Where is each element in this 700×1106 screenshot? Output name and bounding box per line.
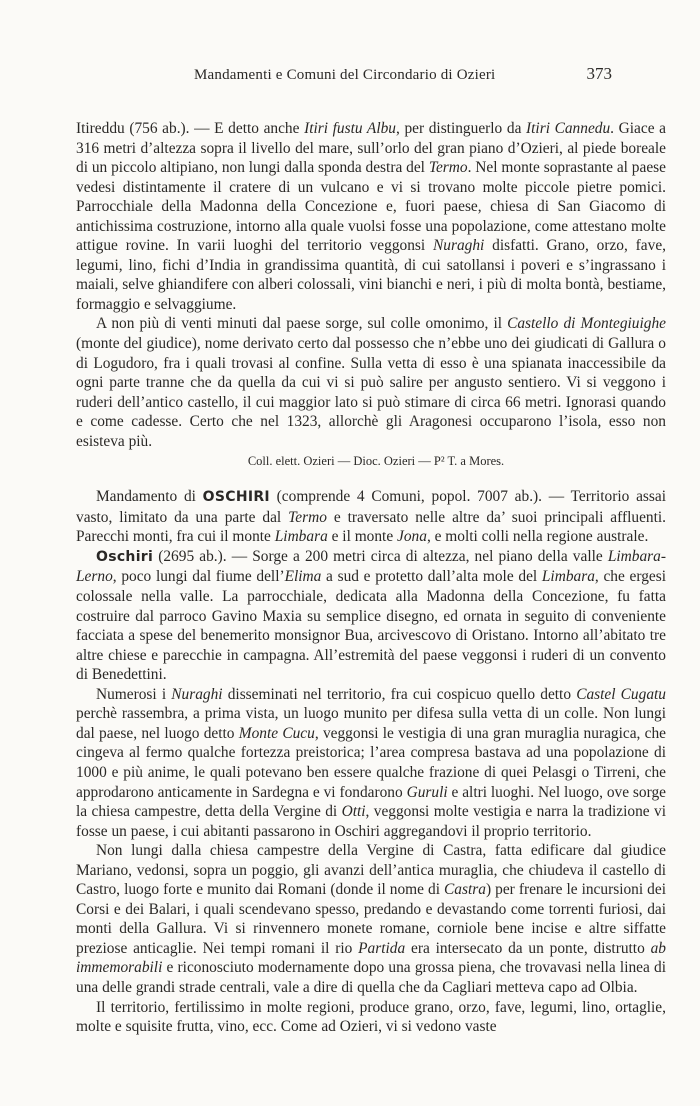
running-header [110,64,612,84]
paragraph-castra: Non lungi dalla chiesa campestre della Vergine di Castra, fatta edificare dal giudice Mariano, vedonsi, sopra un poggio, gli avanzi dell’antica muraglia, che chiudeva il castello di Castro, luogo forte e munito dai Romani (donde il nome di Castra) per frenare le incursioni dei Corsi e dei Balari, i quali scendevano spesso, predando e devastando come torrenti furiosi, dai monti della Gallura. Vi si rinvennero monete romane, corniole bene incise e altre siffatte preziose anticaglie. Nei tempi romani il rio Partida era intersecato da un ponte, distrutto ab immemorabili e riconosciuto modernamente dopo una grossa piena, che trovavasi nella linea di una delle grandi strade centrali, vale a dire di quella che da Cagliari metteva capo ad Olbia. [76,842,666,996]
credit-line: Coll. elett. Ozieri — Dioc. Ozieri — P² T. a Mores. [247,454,505,469]
paragraph-mandamento-oschiri: Mandamento di OSCHIRI (comprende 4 Comuni, popol. 7007 ab.). — Territorio assai vasto, limitato da una parte dal Termo e traversato nelle altre da’ suoi principali affluenti. Parecchi monti, fra cui il monte Limbara e il monte Jona, e molti colli nella regione australe. [76,488,666,546]
paragraph-oschiri: Oschiri (2695 ab.). — Sorge a 200 metri circa di altezza, nel piano della valle Limbara-Lerno, poco lungi dal fiume dell’Elima a sud e protetto dall’alta mole del Limbara, che ergesi colossale nella valle. La parrocchiale, dedicata alla Madonna della Concezione, fu fatta costruire dal parroco Gavino Maxia su semplice disegno, ed ornata in seguito di conveniente facciata a spese del benemerito monsignor Bua, arcivescovo di Oristano. Intorno all’abitato tre altre chiese e parecchie in campagna. All’estremità del paese veggonsi i ruderi di un convento di Benedettini. [76,547,666,684]
paragraph-itireddu: Itireddu (756 ab.). — E detto anche Itiri fustu Albu, per distinguerlo da Itiri Cannedu. Giace a 316 metri d’altezza sopra il livello del mare, sull’orlo del gran piano d’Ozieri, al piede boreale di un piccolo altipiano, non lungi dalla sponda destra del Termo. Nel monte soprastante al paese vedesi distintamente il cratere di un vulcano e vi si trovano molte piccole pietre pomici. Parrocchiale della Madonna della Concezione e, fuori paese, chiesa di San Giacomo di antichissima costruzione, intorno alla quale vuolsi fosse una popolazione, come attestano molte attigue rovine. In varii luoghi del territorio veggonsi Nuraghi disfatti. Grano, orzo, fave, legumi, lino, fichi d’India in grandissima quantità, di cui satollansi i poveri e s’ingrassano i maiali, selve ghiandifere con alberi colossali, vini bianchi e neri, i più di molta bontà, bestiame, formaggio e selvaggiume. [76,120,666,313]
header-title: Mandamenti e Comuni del Circondario di Ozieri [194,67,496,83]
paragraph-castello: A non più di venti minuti dal paese sorge, sul colle omonimo, il Castello di Montegiuighe (monte del giudice), nome derivato certo dal possesso che n’ebbe uno dei giudicati di Gallura o di Logudoro, fra i quali trovasi al confine. Sulla vetta di esso è una spianata inaccessibile da ogni parte tranne che da quella da cui vi si può salire per angusto sentiero. Vi si veggono i ruderi dell’antico castello, il cui maggior lato si può stimare di circa 66 metri. Ignorasi quando e come cadesse. Certo che nel 1323, allorchè gli Aragonesi occuparono l’isola, esso non esisteva più. [76,315,666,450]
paragraph-nuraghi: Numerosi i Nuraghi disseminati nel territorio, fra cui cospicuo quello detto Castel Cugatu perchè rassembra, a prima vista, un luogo munito per difesa sulla vetta di un colle. Non lungi dal paese, nel luogo detto Monte Cucu, veggonsi le vestigia di una gran muraglia nuragica, che cingeva al fermo qualche fortezza preistorica; l’area compresa bastava ad una popolazione di 1000 e più anime, le quali potevano ben essere qualche frazione di quei Pelasgi o Tirreni, che approdarono anticamente in Sardegna e vi fondarono Guruli e altri luoghi. Nel luogo, ove sorge la chiesa campestre, detta della Vergine di Otti, veggonsi molte vestigia e narra la tradizione vi fosse un paese, i cui abitanti passarono in Oschiri aggregandovi il proprio territorio. [76,685,667,840]
page-number: 373 [586,64,612,83]
body-text [76,119,666,1037]
paragraph-territorio: Il territorio, fertilissimo in molte regioni, produce grano, orzo, fave, legumi, lino, ortaglie, molte e squisite frutta, vino, ecc. Come ad Ozieri, vi si vedono vaste [76,998,666,1036]
